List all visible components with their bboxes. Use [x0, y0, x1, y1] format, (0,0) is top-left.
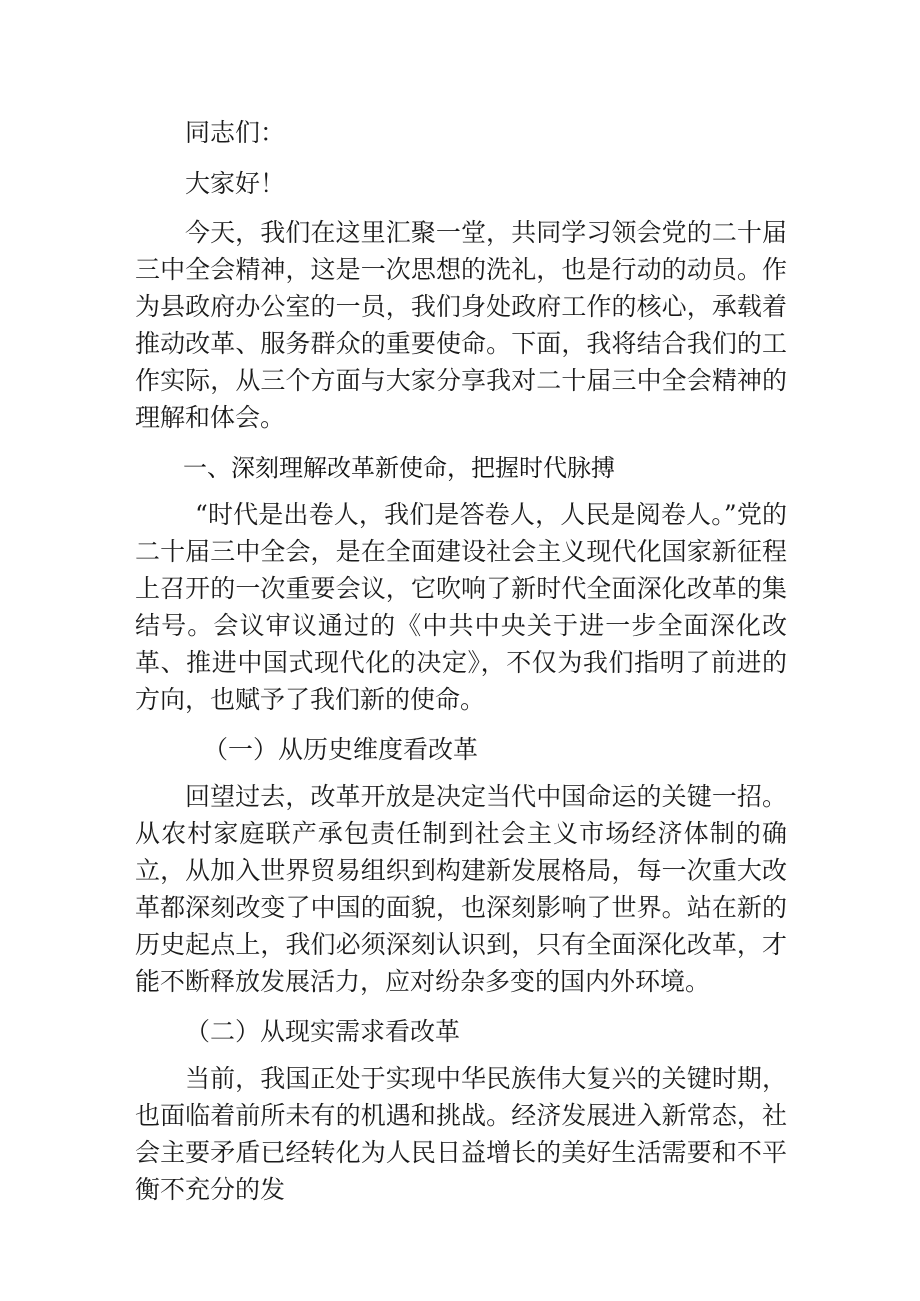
salutation: 同志们： [185, 118, 286, 147]
subsection-heading-2: （二）从现实需求看改革 [185, 1017, 461, 1046]
subsection1-paragraph: 回望过去，改革开放是决定当代中国命运的关键一招。从农村家庭联产承包责任制到社会主义市场经济体制的确立，从加入世界贸易组织到构建新发展格局，每一次重大改革都深刻改变了中国的面貌，也深刻影响了世界。站在新的历史起点上，我们必须深刻认识到，只有全面深化改革，才能不断释放发展活力，应对纷杂多变的国内外环境。 [135, 782, 787, 996]
section1-paragraph: “时代是出卷人，我们是答卷人，人民是阅卷人。”党的二十届三中全会，是在全面建设社会主义现代化国家新征程上召开的一次重要会议，它吹响了新时代全面深化改革的集结号。会议审议通过的《中共中央关于进一步全面深化改革、推进中国式现代化的决定》，不仅为我们指明了前进的方向，也赋予了我们新的使命。 [135, 500, 787, 714]
document-body [135, 114, 787, 1208]
section-heading-1: 一、深刻理解改革新使命，把握时代脉搏 [183, 454, 615, 482]
subsection-heading-1: （一）从历史维度看改革 [203, 735, 479, 764]
greeting: 大家好！ [185, 169, 286, 198]
intro-paragraph: 今天，我们在这里汇聚一堂，共同学习领会党的二十届三中全会精神，这是一次思想的洗礼，也是行动的动员。作为县政府办公室的一员，我们身处政府工作的核心，承载着推动改革、服务群众的重要使命。下面，我将结合我们的工作实际，从三个方面与大家分享我对二十届三中全会精神的理解和体会。 [135, 218, 787, 432]
subsection2-paragraph: 当前，我国正处于实现中华民族伟大复兴的关键时期，也面临着前所未有的机遇和挑战。经济发展进入新常态，社会主要矛盾已经转化为人民日益增长的美好生活需要和不平衡不充分的发 [135, 1064, 787, 1204]
